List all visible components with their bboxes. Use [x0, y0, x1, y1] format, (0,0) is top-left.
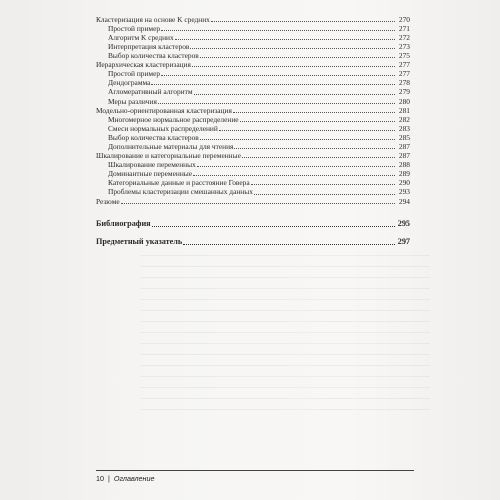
table-of-contents: [96, 14, 410, 246]
dot-leader: [240, 121, 395, 122]
page-number: 10: [96, 474, 104, 483]
toc-subsection-entry[interactable]: [96, 50, 410, 59]
dot-leader: [200, 57, 395, 58]
toc-entry-title: Выбор количества кластеров: [108, 132, 199, 142]
toc-entry-page: 287: [398, 151, 410, 161]
toc-subsection-entry[interactable]: [96, 178, 410, 187]
toc-entry-title: Алгоритм K средних: [108, 32, 174, 42]
toc-subsection-entry[interactable]: [96, 96, 410, 105]
toc-entry-page: 277: [398, 69, 410, 79]
toc-subsection-entry[interactable]: [96, 141, 410, 150]
dot-leader: [200, 139, 395, 140]
toc-subsection-entry[interactable]: [96, 187, 410, 196]
dot-leader: [121, 203, 395, 204]
dot-leader: [190, 48, 395, 49]
toc-entry-page: 279: [398, 87, 410, 97]
toc-section-entry[interactable]: [96, 196, 410, 205]
toc-entry-bibliography[interactable]: [96, 218, 410, 228]
toc-entry-page: 287: [398, 142, 410, 151]
dot-leader: [183, 244, 395, 245]
toc-entry-page: 294: [398, 196, 410, 206]
toc-subsection-entry[interactable]: [96, 123, 410, 132]
toc-subsection-entry[interactable]: [96, 41, 410, 50]
dot-leader: [254, 194, 395, 195]
toc-subsection-entry[interactable]: [96, 69, 410, 78]
toc-entry-page: 273: [398, 41, 410, 51]
toc-entry-title: Многомерное нормальное распределение: [108, 114, 239, 124]
toc-entry-title: Шкалирование переменных: [108, 160, 196, 170]
toc-entry-page: 281: [398, 105, 410, 115]
toc-section-entry[interactable]: [96, 105, 410, 114]
dot-leader: [192, 66, 395, 67]
toc-entry-page: 289: [398, 169, 410, 179]
toc-section-entry[interactable]: [96, 14, 410, 23]
toc-entry-page: 271: [398, 23, 410, 33]
dot-leader: [158, 103, 395, 104]
toc-entry-title: Доминантные переменные: [108, 169, 193, 179]
dot-leader: [193, 175, 395, 176]
dot-leader: [151, 84, 395, 85]
dot-leader: [251, 184, 395, 185]
page-footer: [96, 470, 414, 483]
toc-entry-title: Дополнительные материалы для чтения: [108, 142, 234, 151]
toc-entry-title: Предметный указатель: [96, 236, 183, 246]
toc-entry-title: Меры различия: [108, 96, 157, 106]
toc-subsection-entry[interactable]: [96, 169, 410, 178]
toc-entry-title: Интерпретация кластеров: [108, 41, 190, 51]
toc-subsection-entry[interactable]: [96, 114, 410, 123]
toc-section-entry[interactable]: [96, 150, 410, 159]
toc-entry-title: Проблемы кластеризации смешанных данных: [108, 187, 253, 197]
toc-entry-page: 280: [398, 96, 410, 106]
dot-leader: [211, 21, 395, 22]
toc-entry-page: 293: [398, 187, 410, 197]
toc-entry-page: 285: [398, 132, 410, 142]
toc-subsection-entry[interactable]: [96, 78, 410, 87]
toc-subsection-entry[interactable]: [96, 23, 410, 32]
toc-entry-title: Агломеративный алгоритм: [108, 87, 193, 97]
toc-entry-page: 295: [397, 218, 410, 228]
toc-entry-page: 282: [398, 114, 410, 124]
toc-subsection-entry[interactable]: [96, 160, 410, 169]
toc-entry-title: Кластеризация на основе K средних: [96, 14, 210, 24]
footer-separator: |: [108, 474, 110, 483]
toc-entry-page: 278: [398, 78, 410, 88]
toc-entry-title: Иерархическая кластеризация: [96, 60, 191, 70]
show-through-texture: [140, 245, 430, 445]
dot-leader: [234, 148, 395, 149]
toc-entry-page: 288: [398, 160, 410, 170]
toc-subsection-entry[interactable]: [96, 87, 410, 96]
toc-entry-title: Дендограмма: [108, 78, 151, 88]
dot-leader: [161, 75, 395, 76]
toc-section-entry[interactable]: [96, 59, 410, 68]
dot-leader: [152, 226, 395, 227]
toc-entry-title: Библиография: [96, 218, 151, 228]
dot-leader: [219, 130, 395, 131]
dot-leader: [197, 166, 395, 167]
toc-entry-page: 272: [398, 32, 410, 42]
toc-entry-title: Простой пример: [108, 23, 161, 33]
toc-entry-title: Выбор количества кластеров: [108, 51, 199, 61]
toc-entry-page: 290: [398, 178, 410, 188]
dot-leader: [194, 94, 395, 95]
dot-leader: [242, 157, 395, 158]
toc-entry-page: 270: [398, 14, 410, 24]
dot-leader: [161, 30, 395, 31]
toc-entry-title: Резюме: [96, 196, 120, 206]
toc-entry-title: Смеси нормальных распределений: [108, 123, 218, 133]
dot-leader: [233, 112, 395, 113]
toc-subsection-entry[interactable]: [96, 32, 410, 41]
toc-entry-page: 297: [397, 236, 410, 246]
section-name: Оглавление: [113, 474, 155, 483]
toc-entry-title: Категориальные данные и расстояние Говера: [108, 178, 250, 188]
toc-entry-title: Шкалирование и категориальные переменные: [96, 151, 241, 161]
toc-entry-page: 275: [398, 51, 410, 61]
toc-subsection-entry[interactable]: [96, 132, 410, 141]
toc-entry-subject-index[interactable]: [96, 236, 410, 246]
toc-entry-title: Простой пример: [108, 69, 161, 79]
toc-entry-title: Модельно-ориентированная кластеризация: [96, 105, 232, 115]
dot-leader: [175, 39, 395, 40]
toc-entry-page: 277: [398, 60, 410, 70]
toc-entry-page: 283: [398, 123, 410, 133]
